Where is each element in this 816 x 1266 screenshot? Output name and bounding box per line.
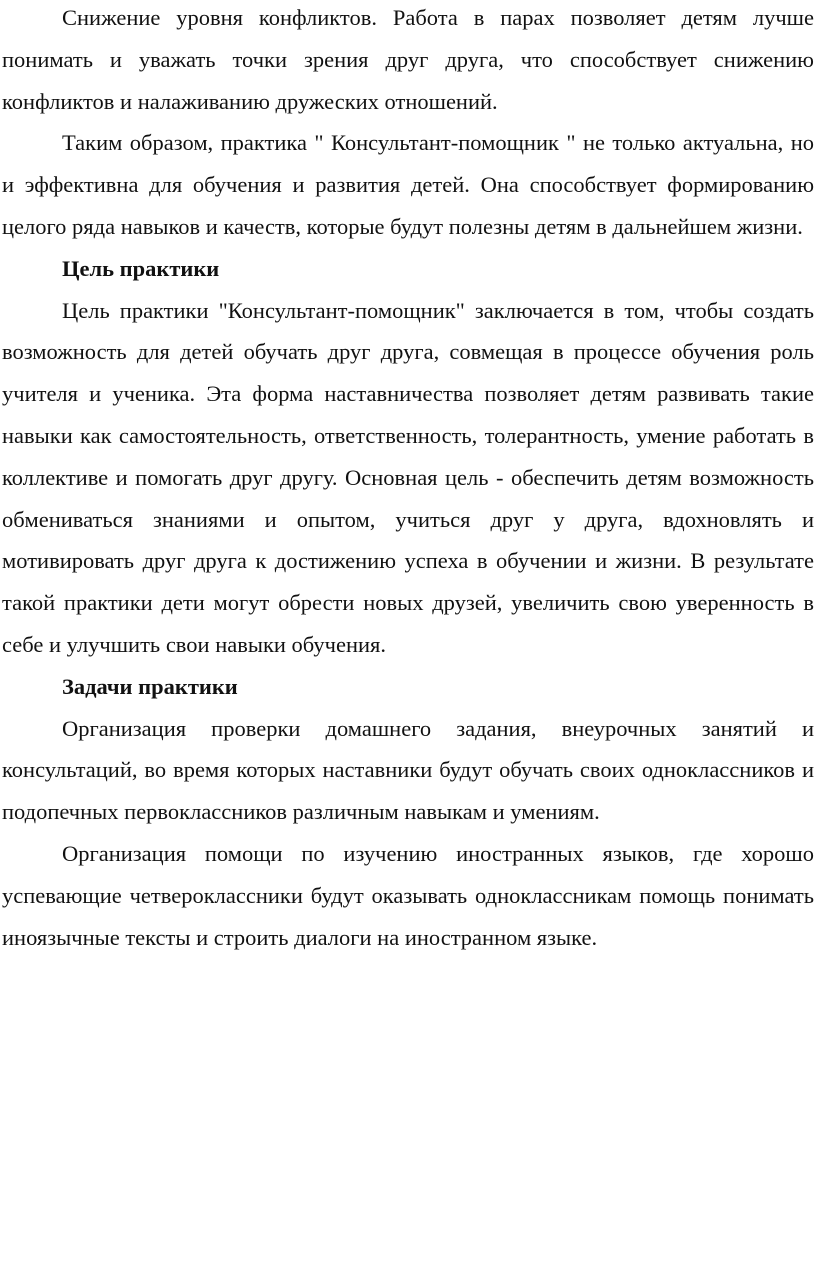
paragraph-task-homework: Организация проверки домашнего задания, внеурочных занятий и консультаций, во время которых наставники будут обучать своих одноклассников и подопечных первоклассников различным навыкам и умениям.	[2, 715, 814, 825]
heading-practice-tasks: Задачи практики	[62, 673, 238, 699]
paragraph-task-languages: Организация помощи по изучению иностранных языков, где хорошо успевающие четвероклассники будут оказывать одноклассникам помощь понимать иноязычные тексты и строить диалоги на иностранном языке.	[2, 840, 814, 950]
paragraph-practice-goal: Цель практики "Консультант-помощник" заключается в том, чтобы создать возможность для детей обучать друг друга, совмещая в процессе обучения роль учителя и ученика. Эта форма наставничества позволяет детям развивать такие навыки как самостоятельность, ответственность, толерантность, умение работать в коллективе и помогать друг другу. Основная цель - обеспечить детям возможность обмениваться знаниями и опытом, учиться друг у друга, вдохновлять и мотивировать друг друга к достижению успеха в обучении и жизни. В результате такой практики дети могут обрести новых друзей, увеличить свою уверенность в себе и улучшить свои навыки обучения.	[2, 297, 814, 657]
heading-practice-goal: Цель практики	[62, 255, 220, 281]
paragraph-conclusion: Таким образом, практика " Консультант-помощник " не только актуальна, но и эффективна для обучения и развития детей. Она способствует формированию целого ряда навыков и качеств, которые будут полезны детям в дальнейшем жизни.	[2, 130, 814, 239]
paragraph-conflict-reduction: Снижение уровня конфликтов. Работа в парах позволяет детям лучше понимать и уважать точки зрения друг друга, что способствует снижению конфликтов и налаживанию дружеских отношений.	[2, 5, 814, 114]
